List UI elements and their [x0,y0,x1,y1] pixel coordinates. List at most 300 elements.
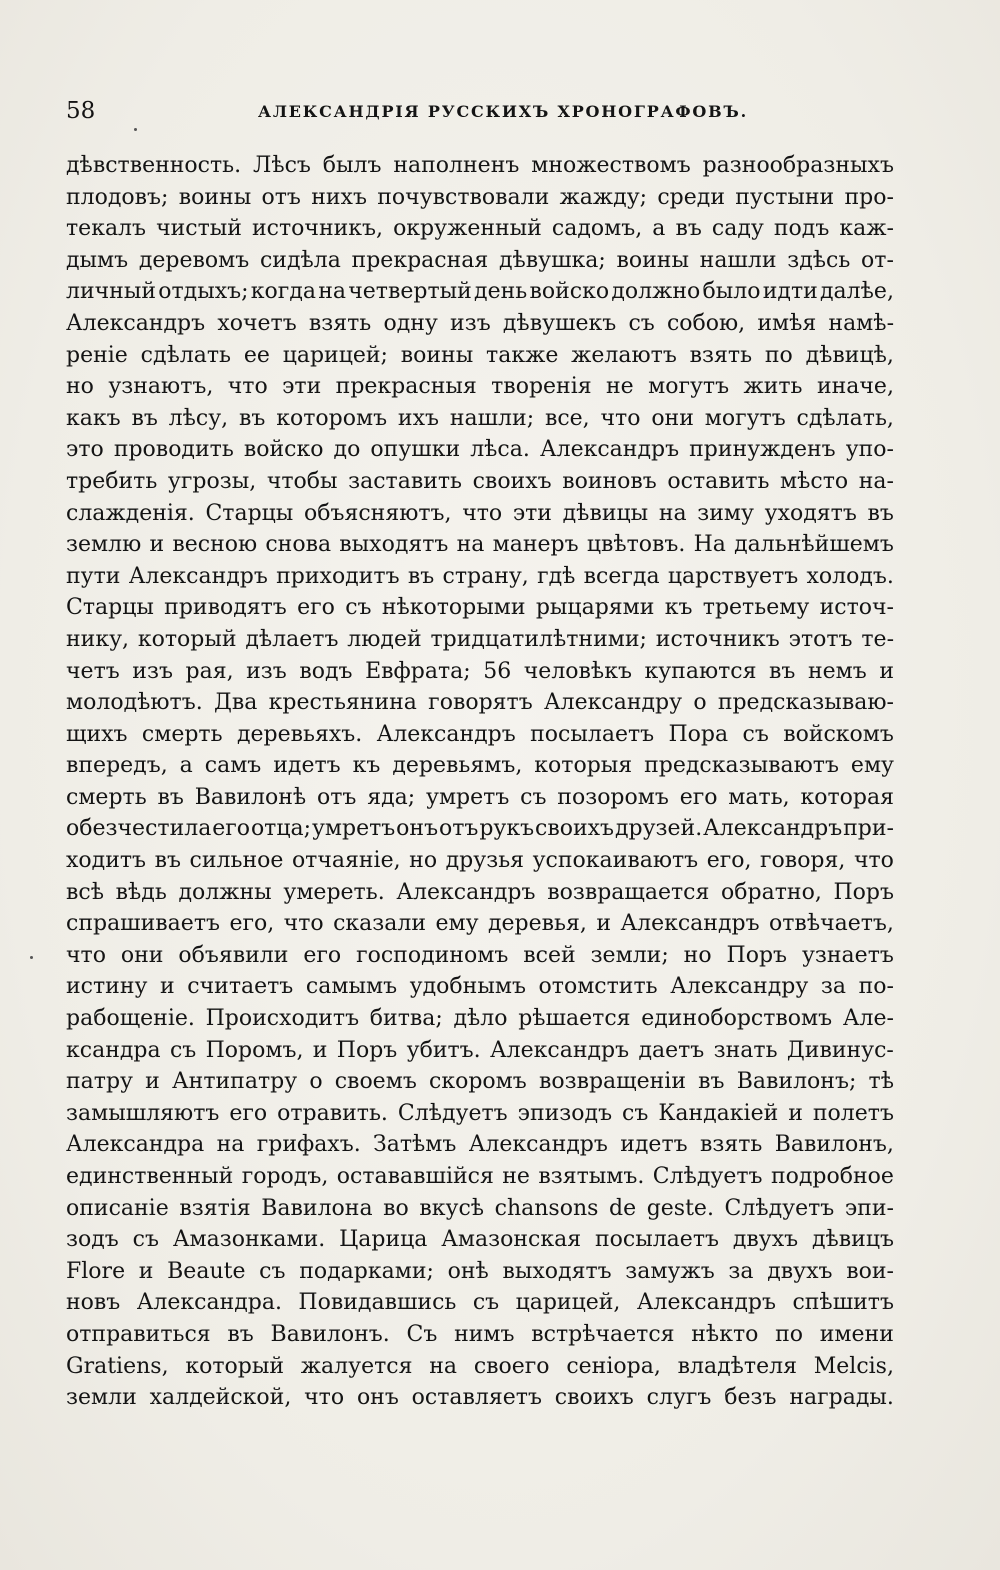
word: Александръ [468,1132,608,1158]
text-line-words [66,592,894,624]
word: третьему [702,595,810,621]
word: замужъ [625,1258,715,1284]
word: упо- [845,437,894,463]
word: Амазонская [441,1227,582,1253]
word: нику, [66,626,130,652]
word: имени [819,1321,894,1347]
word: выходятъ [502,1258,612,1284]
text-line [66,1035,894,1067]
word: который [137,626,237,652]
word: нашли; [449,405,535,431]
word: требить [66,468,158,494]
word: его, [229,911,275,937]
word: впередъ, [66,753,168,779]
word: четъ [66,658,120,684]
word: друзей. [614,816,703,842]
word: самъ [204,753,262,779]
word: войско [243,437,324,463]
text-line-words [66,719,894,751]
word: его [212,816,251,842]
word: крестьянина [268,690,417,716]
word: этотъ [788,626,853,652]
word: самымъ [305,974,398,1000]
word: сказали [333,911,427,937]
word: царствуетъ [667,563,799,589]
word: возвращается [547,879,710,905]
word: войско [529,279,610,305]
word: снова [265,532,332,558]
word: на [429,1353,458,1379]
word: въ [154,848,181,874]
word: людей [347,626,422,652]
text-line [66,213,894,245]
word: Вавилонѣ [194,784,307,810]
word: оставляетъ [411,1385,542,1411]
word: те- [861,626,894,652]
word: сидѣла [259,247,341,273]
word: садомъ, [551,216,643,242]
word: скоромъ [429,1069,527,1095]
word: сдѣлать [140,342,232,368]
word: Поръ [726,942,788,968]
word: съ [622,1100,649,1126]
word: Вавилона [261,1195,373,1221]
word: взять [308,310,372,336]
word: что [304,1385,345,1411]
word: опушки [370,437,461,463]
word: новъ [66,1290,121,1316]
word: Александръ [128,563,268,589]
word: тѣ [868,1069,894,1095]
word: Gratiens, [66,1353,169,1379]
word: встрѣчается [531,1321,675,1347]
text-line [66,782,894,814]
text-line-words [66,340,894,372]
word: de [609,1195,637,1221]
word: должно [611,279,701,305]
text-line [66,403,894,435]
text-line-words [66,561,894,593]
word: холодъ. [806,563,894,589]
word: Александръ [620,911,760,937]
word: отца; [250,816,312,842]
word: на [658,500,687,526]
word: своемъ [334,1069,417,1095]
word: желаютъ [571,342,677,368]
word: отвѣчаетъ, [769,911,894,937]
text-line-words [66,308,894,340]
word: Александръ [66,310,206,336]
word: взятія [179,1195,251,1221]
word: войскомъ [783,721,894,747]
word: пути [66,563,121,589]
word: смерть [66,784,147,810]
word: зодъ [66,1227,119,1253]
text-line-words [66,782,894,814]
word: плодовъ; [66,184,169,210]
text-line-words [66,245,894,277]
word: отравить. [277,1100,388,1126]
word: и [879,658,894,684]
word: источникъ, [252,216,384,242]
word: Александръ [636,1290,776,1316]
text-line [66,245,894,277]
word: его [303,942,342,968]
word: посылаетъ [594,1227,719,1253]
word: это [66,437,104,463]
ink-speck [134,128,137,131]
word: царицей; [282,342,388,368]
word: отомстить [538,974,658,1000]
word: по [775,1321,804,1347]
word: съ [472,1290,500,1316]
word: описаніе [66,1195,169,1221]
word: одну [383,310,438,336]
text-line [66,466,894,498]
word: въ [407,563,435,589]
word: ему [435,911,479,937]
word: Flore [66,1258,126,1284]
word: отчаяніе, [291,848,401,874]
word: дѣвственность. [66,153,242,178]
word: о [693,690,707,716]
word: отдыхъ; [158,279,249,305]
word: знать [713,1037,778,1063]
word: Амазонками. [172,1227,326,1253]
text-line [66,1287,894,1319]
word: намѣ- [828,310,894,336]
word: двухъ [732,1227,799,1253]
word: Старцы [205,500,294,526]
word: слугъ [646,1385,712,1411]
text-line-words [66,1224,894,1256]
word: патру [66,1069,133,1095]
text-line [66,1256,894,1288]
word: владѣтеля [677,1353,797,1379]
text-line-words [66,750,894,782]
word: слажденія. [66,500,195,526]
word: землю [66,532,142,558]
word: за [820,974,847,1000]
word: весною [172,532,258,558]
word: Александру [543,690,683,716]
word: четвертый [348,279,472,305]
word: воиновъ [562,468,657,494]
word: воины [178,184,252,210]
word: подъ [773,216,830,242]
running-title: АЛЕКСАНДРІЯ РУССКИХЪ ХРОНОГРАФОВЪ. [258,102,748,121]
word: по [764,342,793,368]
ink-speck [30,956,33,959]
word: сильное [189,848,284,874]
word: Вавилонъ, [774,1132,894,1158]
text-line-words [66,813,894,845]
word: далѣе, [820,279,894,305]
word: которая [800,784,894,810]
word: въ [769,658,796,684]
text-line-words [66,434,894,466]
text-line-words [66,1382,894,1414]
word: единоборствомъ [641,1006,833,1032]
word: истину [66,974,148,1000]
word: о [309,1069,323,1095]
text-line-words [66,845,894,877]
word: убитъ. [406,1037,481,1063]
word: смерть [141,721,223,747]
word: господиномъ [356,942,509,968]
word: было [702,279,761,305]
word: считаетъ [187,974,294,1000]
word: и [138,1258,154,1284]
text-line [66,1129,894,1161]
word: прекрасныя [335,374,477,400]
word: къ [664,595,693,621]
word: ее [243,342,270,368]
word: среди [657,184,725,210]
word: на [456,532,485,558]
word: Царица [339,1227,428,1253]
word: рѣшается [518,1006,631,1032]
word: реніе [66,342,128,368]
word: Вавилонъ. [270,1321,390,1347]
word: грифахъ. [256,1132,361,1158]
word: Александръ [396,879,536,905]
word: на [318,279,346,305]
word: узнаютъ, [108,374,214,400]
word: что [462,500,503,526]
word: саду [711,216,764,242]
word: каж- [839,216,894,242]
word: они [651,405,694,431]
word: подарками; [299,1258,434,1284]
word: эти [512,500,552,526]
word: отъ [438,816,479,842]
word: уходятъ [764,500,857,526]
word: къ [352,753,381,779]
word: мѣсто [780,468,849,494]
text-line [66,719,894,751]
word: двухъ [767,1258,833,1284]
word: тридцатилѣтними; [430,626,647,652]
word: единственный [66,1164,234,1189]
word: своихъ [472,468,552,494]
word: щихъ [66,721,128,747]
word: умереть. [283,879,385,905]
word: окруженный [393,216,542,242]
text-line-words [66,1129,894,1161]
word: Александръ [376,721,516,747]
word: Александра. [136,1290,282,1316]
word: эпи- [844,1195,894,1221]
text-line [66,371,894,403]
word: нѣкто [691,1321,759,1347]
text-line-words [66,182,894,214]
word: Антипатру [172,1069,298,1095]
word: былъ [322,153,382,178]
word: дѣвушка; [498,247,606,273]
word: городъ, [241,1164,329,1189]
word: нашли [699,247,777,273]
word: вѣдь [115,879,167,905]
word: земли [66,1385,137,1411]
word: про- [844,184,894,210]
text-line [66,813,894,845]
word: съ [520,784,547,810]
word: ихъ [397,405,439,431]
word: человѣкъ [523,658,632,684]
word: на- [858,468,894,494]
word: эпизодъ [517,1100,613,1126]
word: идетъ [273,753,341,779]
word: обезчестила [66,816,212,842]
word: Евфрата; [365,658,471,684]
word: лѣсу, [168,405,229,431]
word: яда; [367,784,416,810]
text-line-words [66,276,894,308]
text-line-words [66,1193,894,1225]
word: Вавилонъ; [736,1069,857,1095]
word: остававшійся [336,1164,494,1189]
word: воины [616,247,689,273]
word: друзья [445,848,525,874]
word: деревьямъ, [392,753,523,779]
word: Два [213,690,258,716]
word: и [145,1069,160,1095]
text-line [66,150,894,182]
word: источникъ [655,626,780,652]
word: отъ [317,784,357,810]
word: на [216,1132,245,1158]
word: при- [843,816,894,842]
text-line-words [66,1256,894,1288]
word: должны [178,879,272,905]
text-line [66,1066,894,1098]
word: жить [743,374,803,400]
word: Александръ [703,816,843,842]
word: умретъ [311,816,396,842]
word: Александръ [539,437,680,463]
word: что [227,374,268,400]
word: взять [699,1132,763,1158]
word: Александру [670,974,809,1000]
word: съ [628,310,655,336]
word: объявили [178,942,289,968]
text-line-words [66,1003,894,1035]
word: онъ [356,1385,399,1411]
word: иначе, [816,374,894,400]
word: дѣло [453,1006,508,1032]
word: всѣ [66,879,104,905]
word: въ [239,405,266,431]
word: день [474,279,528,305]
word: Поромъ, [205,1037,304,1063]
text-line-words [66,1351,894,1383]
word: какъ [66,405,121,431]
text-line [66,845,894,877]
word: принужденъ [689,437,836,463]
word: чистый [156,216,242,242]
word: деревьяхъ. [236,721,363,747]
word: съ [259,1258,286,1284]
text-line-words [66,656,894,688]
word: идти [762,279,818,305]
word: полетъ [812,1100,894,1126]
word: взять [689,342,753,368]
word: они [120,942,164,968]
word: а [179,753,193,779]
word: даетъ [638,1037,705,1063]
word: прекрасная [351,247,489,273]
word: замышляютъ [66,1100,220,1126]
word: во [383,1195,409,1221]
word: посылаетъ [530,721,655,747]
word: не [502,1164,530,1189]
word: дымъ [66,247,129,273]
word: своего [473,1353,550,1379]
word: нихъ [311,184,367,210]
text-line [66,340,894,372]
word: Слѣдуетъ [397,1100,508,1126]
word: Александръ [489,1037,630,1063]
word: нимъ [454,1321,515,1347]
text-line [66,687,894,719]
word: земли; [590,942,669,968]
word: безъ [724,1385,777,1411]
word: Повидавшись [298,1290,457,1316]
text-line [66,656,894,688]
text-line [66,276,894,308]
word: рукъ [479,816,535,842]
text-line [66,877,894,909]
word: что [600,405,641,431]
word: царицей, [515,1290,621,1316]
word: Поръ [336,1037,398,1063]
word: Съ [406,1321,438,1347]
word: дѣвушекъ [502,310,617,336]
word: сеніора, [566,1353,661,1379]
text-line [66,434,894,466]
text-line [66,908,894,940]
word: geste. [646,1195,714,1221]
word: цвѣтовъ. [586,532,686,558]
text-line [66,1351,894,1383]
word: въ [227,1321,254,1347]
word: наполненъ [393,153,520,178]
text-line [66,940,894,972]
word: оставить [667,468,770,494]
word: проводить [113,437,234,463]
word: по- [858,974,894,1000]
word: его, [706,848,752,874]
word: почувствовали [377,184,550,210]
text-line-words [66,1161,894,1193]
word: съ [742,721,769,747]
word: купаются [644,658,757,684]
word: его [679,784,718,810]
word: ему [850,753,894,779]
word: ксандра [66,1037,161,1063]
word: всей [523,942,576,968]
text-line [66,308,894,340]
word: лѣса. [470,437,530,463]
word: множествомъ [531,153,691,178]
word: позоромъ [557,784,669,810]
word: приходитъ [276,563,400,589]
word: имѣя [757,310,817,336]
word: жалуется [300,1353,413,1379]
word: заставить [348,468,463,494]
text-line-words [66,877,894,909]
